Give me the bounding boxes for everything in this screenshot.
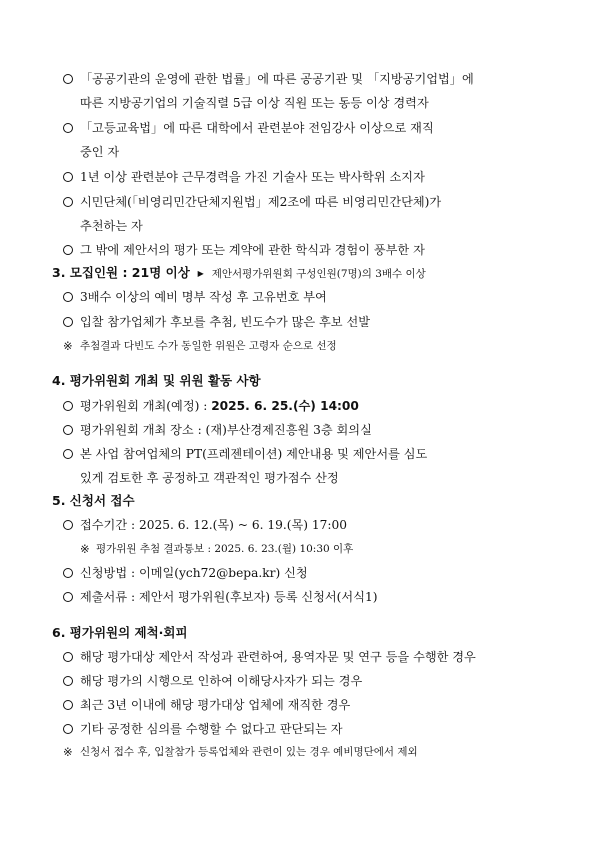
section-6-item-3 xyxy=(0,694,595,716)
section-6-item-2 xyxy=(0,670,595,692)
hollow-circle-bullet-icon xyxy=(63,724,73,734)
section-3-item-2 xyxy=(0,311,595,333)
exclusion-reason-text: 최근 3년 이내에 해당 평가대상 업체에 재직한 경우 xyxy=(80,698,351,712)
hollow-circle-bullet-icon xyxy=(63,172,73,182)
qualification-text: 「공공기관의 운영에 관한 법률」에 따른 공공기관 및 「지방공기업법」에 xyxy=(80,72,474,86)
qualification-item-2 xyxy=(0,117,595,139)
section-3-heading-row xyxy=(0,262,595,284)
qualification-text: 「고등교육법」에 따른 대학에서 관련분야 전임강사 이상으로 재직 xyxy=(80,121,434,135)
meeting-location-text: 평가위원회 개최 장소 : (재)부산경제진흥원 3층 회의실 xyxy=(80,423,372,437)
hollow-circle-bullet-icon xyxy=(63,197,73,207)
reference-mark-icon: ※ xyxy=(80,542,90,556)
section-5-heading-row xyxy=(0,490,595,512)
section-5-period xyxy=(0,514,595,536)
evaluation-description-text: 있게 검토한 후 공정하고 객관적인 평가점수 산정 xyxy=(80,471,339,485)
section-3-note: 제안서평가위원회 구성인원(7명)의 3배수 이상 xyxy=(211,268,426,280)
qualification-text: 따른 지방공기업의 기술직렬 5급 이상 직원 또는 동등 이상 경력자 xyxy=(80,96,429,110)
application-method-text: 신청방법 : 이메일(ych72@bepa.kr) 신청 xyxy=(80,566,308,580)
section-3-item-text: 3배수 이상의 예비 명부 작성 후 고유번호 부여 xyxy=(80,290,327,304)
section-5-docs xyxy=(0,586,595,608)
section-6-item-1 xyxy=(0,646,595,668)
hollow-circle-bullet-icon xyxy=(63,652,73,662)
qualification-item-1-continued xyxy=(0,92,595,114)
section-6-item-4 xyxy=(0,718,595,740)
section-4-item-3-continued xyxy=(0,467,595,489)
exclusion-reason-text: 기타 공정한 심의를 수행할 수 없다고 판단되는 자 xyxy=(80,722,343,736)
hollow-circle-bullet-icon xyxy=(63,245,73,255)
qualification-item-3 xyxy=(0,166,595,188)
hollow-circle-bullet-icon xyxy=(63,401,73,411)
reference-mark-icon: ※ xyxy=(63,745,73,759)
hollow-circle-bullet-icon xyxy=(63,700,73,710)
qualification-item-4-continued xyxy=(0,215,595,237)
meeting-date-value: 2025. 6. 25.(수) 14:00 xyxy=(211,399,359,413)
exclusion-reason-text: 해당 평가대상 제안서 작성과 관련하여, 용역자문 및 연구 등을 수행한 경우 xyxy=(80,650,476,664)
section-3-reference-note xyxy=(0,335,595,357)
section-3-item-text: 입찰 참가업체가 후보를 추첨, 빈도수가 많은 후보 선발 xyxy=(80,315,371,329)
qualification-text: 1년 이상 관련분야 근무경력을 가진 기술사 또는 박사학위 소지자 xyxy=(80,170,425,184)
section-6-heading-row xyxy=(0,622,595,644)
qualification-item-1 xyxy=(0,68,595,90)
hollow-circle-bullet-icon xyxy=(63,317,73,327)
qualification-item-5 xyxy=(0,239,595,261)
hollow-circle-bullet-icon xyxy=(63,592,73,602)
right-triangle-icon: ▶ xyxy=(197,269,204,278)
hollow-circle-bullet-icon xyxy=(63,425,73,435)
qualification-item-4 xyxy=(0,191,595,213)
reference-note-text: 추첨결과 다빈도 수가 동일한 위원은 고령자 순으로 선정 xyxy=(80,340,337,352)
section-4-heading: 4. 평가위원회 개최 및 위원 활동 사항 xyxy=(52,373,261,388)
qualification-text: 중인 자 xyxy=(80,145,120,159)
required-documents-text: 제출서류 : 제안서 평가위원(후보자) 등록 신청서(서식1) xyxy=(80,590,378,604)
reference-mark-icon: ※ xyxy=(63,339,73,353)
reference-note-text: 신청서 접수 후, 입찰참가 등록업체와 관련이 있는 경우 예비명단에서 제외 xyxy=(80,746,418,758)
section-5-method xyxy=(0,562,595,584)
section-4-item-3 xyxy=(0,443,595,465)
evaluation-description-text: 본 사업 참여업체의 PT(프레젠테이션) 제안내용 및 제안서를 심도 xyxy=(80,447,428,461)
qualification-text: 추천하는 자 xyxy=(80,219,143,233)
section-4-item-2 xyxy=(0,419,595,441)
qualification-item-2-continued xyxy=(0,141,595,163)
qualification-text: 그 밖에 제안서의 평가 또는 계약에 관한 학식과 경험이 풍부한 자 xyxy=(80,243,425,257)
hollow-circle-bullet-icon xyxy=(63,449,73,459)
section-4-heading-row xyxy=(0,370,595,392)
hollow-circle-bullet-icon xyxy=(63,123,73,133)
hollow-circle-bullet-icon xyxy=(63,74,73,84)
application-period-text: 접수기간 : 2025. 6. 12.(목) ~ 6. 19.(목) 17:00 xyxy=(80,518,348,532)
section-6-heading: 6. 평가위원의 제척·회피 xyxy=(52,625,188,640)
section-5-notice xyxy=(0,538,595,560)
section-6-reference-note xyxy=(0,741,595,763)
section-5-heading: 5. 신청서 접수 xyxy=(52,493,135,508)
meeting-date-label: 평가위원회 개최(예정) : xyxy=(80,399,208,413)
qualification-text: 시민단체(「비영리민간단체지원법」제2조에 따른 비영리민간단체)가 xyxy=(80,195,442,209)
hollow-circle-bullet-icon xyxy=(63,676,73,686)
hollow-circle-bullet-icon xyxy=(63,520,73,530)
section-4-item-1 xyxy=(0,395,595,417)
section-3-heading: 3. 모집인원 : 21명 이상 xyxy=(52,265,190,280)
result-notice-text: 평가위원 추첨 결과통보 : 2025. 6. 23.(월) 10:30 이후 xyxy=(96,543,354,555)
hollow-circle-bullet-icon xyxy=(63,292,73,302)
section-3-item-1 xyxy=(0,286,595,308)
exclusion-reason-text: 해당 평가의 시행으로 인하여 이해당사자가 되는 경우 xyxy=(80,674,363,688)
hollow-circle-bullet-icon xyxy=(63,568,73,578)
